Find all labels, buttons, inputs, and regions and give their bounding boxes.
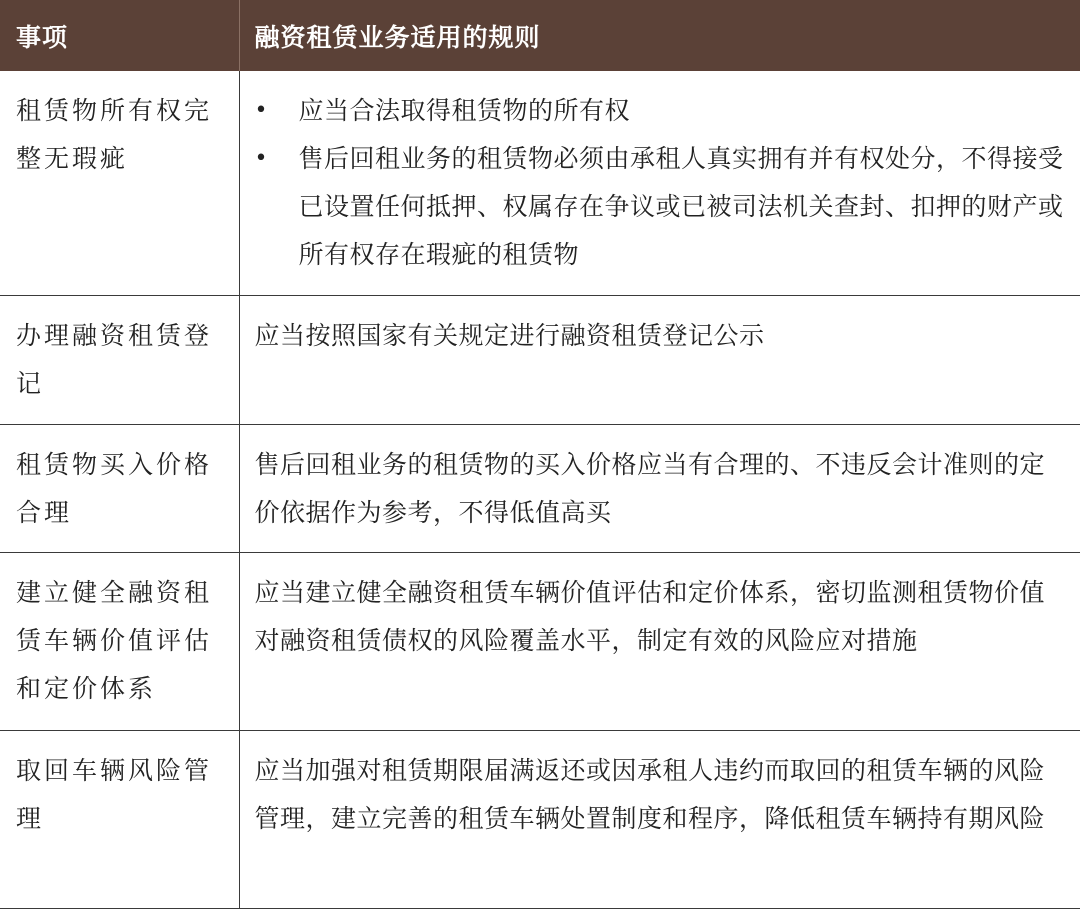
rule-bullet-item <box>255 87 1069 135</box>
table-row <box>0 552 1080 730</box>
header-item: 事项 <box>0 0 239 71</box>
rule-bullet-list <box>255 87 1069 279</box>
table-row <box>0 71 1080 295</box>
row-item: 建立健全融资租赁车辆价值评估和定价体系 <box>0 552 239 730</box>
table-row <box>0 295 1080 424</box>
row-rule <box>239 71 1080 295</box>
row-rule: 应当加强对租赁期限届满返还或因承租人违约而取回的租赁车辆的风险管理，建立完善的租赁车辆处置制度和程序，降低租赁车辆持有期风险 <box>239 730 1080 908</box>
header-rule: 融资租赁业务适用的规则 <box>239 0 1080 71</box>
table-row <box>0 730 1080 908</box>
row-rule: 应当建立健全融资租赁车辆价值评估和定价体系，密切监测租赁物价值对融资租赁债权的风险覆盖水平，制定有效的风险应对措施 <box>239 552 1080 730</box>
table-row <box>0 424 1080 552</box>
row-item: 租赁物买入价格合理 <box>0 424 239 552</box>
row-item: 取回车辆风险管理 <box>0 730 239 908</box>
bullet-text: 售后回租业务的租赁物必须由承租人真实拥有并有权处分，不得接受已设置任何抵押、权属存在争议或已被司法机关查封、扣押的财产或所有权存在瑕疵的租赁物 <box>298 144 1064 269</box>
row-rule: 应当按照国家有关规定进行融资租赁登记公示 <box>239 295 1080 424</box>
bullet-icon: • <box>254 146 268 171</box>
table-header-row <box>0 0 1080 71</box>
row-item: 办理融资租赁登记 <box>0 295 239 424</box>
row-item: 租赁物所有权完整无瑕疵 <box>0 71 239 295</box>
bullet-text: 应当合法取得租赁物的所有权 <box>298 96 631 125</box>
row-rule: 售后回租业务的租赁物的买入价格应当有合理的、不违反会计准则的定价依据作为参考，不得低值高买 <box>239 424 1080 552</box>
rule-bullet-item <box>255 135 1069 279</box>
bullet-icon: • <box>254 98 268 123</box>
